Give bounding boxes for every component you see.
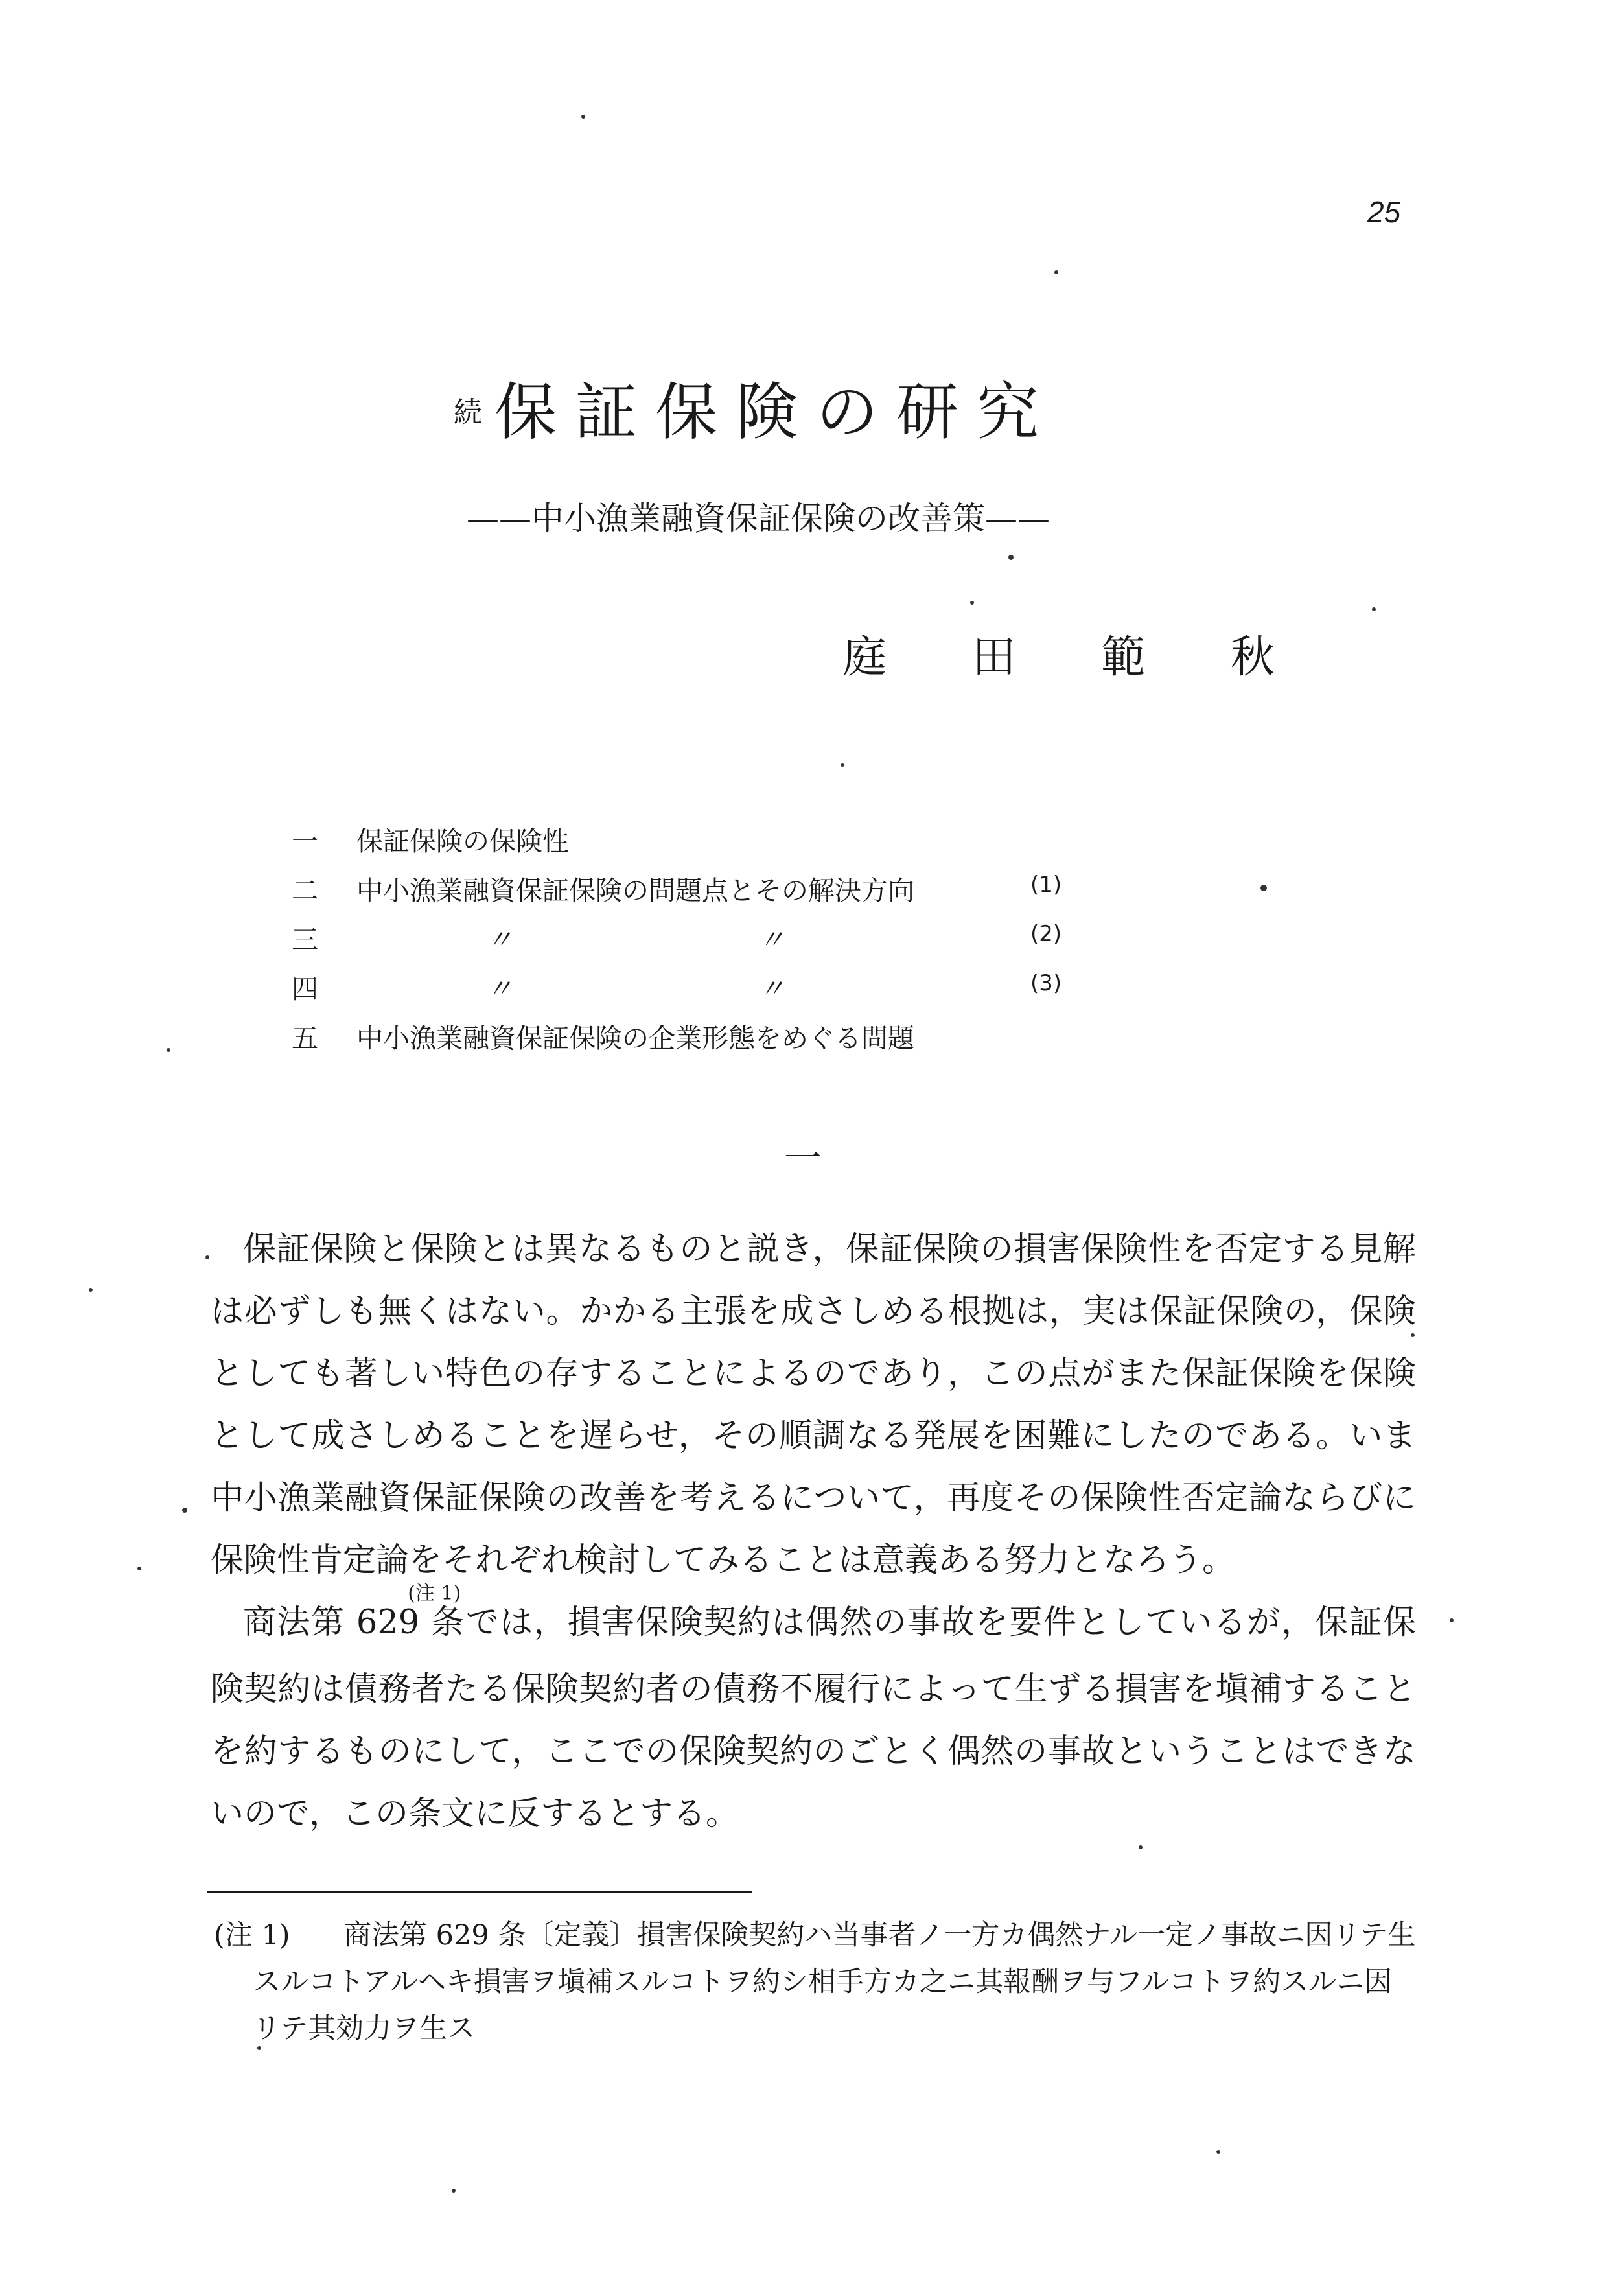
toc-item xyxy=(292,918,1134,968)
title-prefix: 続 xyxy=(454,396,482,429)
footnote xyxy=(214,1912,1419,2052)
footnote-text: 商法第 629 条〔定義〕損害保険契約ハ当事者ノ一方カ偶然ナル一定ノ事故ニ因リテ生スルコトアルヘキ損害ヲ塡補スルコトヲ約シ相手方カ之ニ其報酬ヲ与フルコトヲ約スルニ因リテ其効力ヲ生ス xyxy=(253,1919,1416,2045)
paragraph: 保証保険と保険とは異なるものと説き，保証保険の損害保険性を否定する見解は必ずしも無くはない。かかる主張を成さしめる根拠は，実は保証保険の，保険としても著しい特色の存することによるのであり，この点がまた保証保険を保険として成さしめることを遅らせ，その順調なる発展を困難にしたのである。いま中小漁業融資保証保険の改善を考えるについて，再度その保険性否定論ならびに保険性肯定論をそれぞれ検討してみることは意義ある努力となろう。 xyxy=(211,1230,1416,1580)
toc-title: 保証保険の保険性 xyxy=(356,826,569,857)
body-text xyxy=(211,1219,1416,1845)
toc-part: (1) xyxy=(1030,872,1062,898)
toc-item xyxy=(292,968,1134,1017)
paragraph-text: では，損害保険契約は偶然の事故を要件としているが，保証保険契約は債務者たる保険契約者の債務不履行によって生ずる損害を塡補することを約するものにして，ここでの保険契約のごとく偶然の事故ということはできないので，この条文に反するとする。 xyxy=(211,1604,1416,1833)
toc-number: 五 xyxy=(292,1023,318,1054)
toc-item xyxy=(292,869,1134,918)
toc-number: 二 xyxy=(292,875,318,906)
author-name: 庭 田 範 秋 xyxy=(842,632,1275,683)
section-heading: 一 xyxy=(784,1136,822,1180)
toc-item xyxy=(292,1017,1134,1066)
toc-title: 中小漁業融資保証保険の問題点とその解決方向 xyxy=(356,875,914,906)
table-of-contents xyxy=(292,820,1134,1066)
footnote-label: (注 1) xyxy=(214,1919,290,1952)
title-main: 保証保険の研究 xyxy=(494,376,1058,449)
toc-part: (2) xyxy=(1030,921,1062,947)
toc-item xyxy=(292,820,1134,869)
toc-number: 四 xyxy=(292,974,318,1005)
article-title xyxy=(454,363,1057,452)
toc-part: (3) xyxy=(1030,970,1062,996)
paragraph: 商法第 629 条(注 1)では，損害保険契約は偶然の事故を要件としているが，保証保険契約は債務者たる保険契約者の債務不履行によって生ずる損害を塡補することを約するものにして，ここでの保険契約のごとく偶然の事故ということはできないので，この条文に反するとする。 xyxy=(211,1582,1416,1833)
page-number: 25 xyxy=(1367,195,1401,229)
toc-number: 一 xyxy=(292,826,318,857)
toc-ditto: 〃 xyxy=(758,924,785,955)
toc-title: 中小漁業融資保証保険の企業形態をめぐる問題 xyxy=(356,1023,914,1054)
toc-number: 三 xyxy=(292,924,318,955)
paragraph-text: 商法第 629 条 xyxy=(243,1604,465,1642)
article-subtitle: ——中小漁業融資保証保険の改善策—— xyxy=(467,500,1050,537)
footnote-divider xyxy=(207,1891,752,1893)
toc-ditto: 〃 xyxy=(758,974,785,1005)
toc-ditto: 〃 xyxy=(486,924,513,955)
toc-ditto: 〃 xyxy=(486,974,513,1005)
